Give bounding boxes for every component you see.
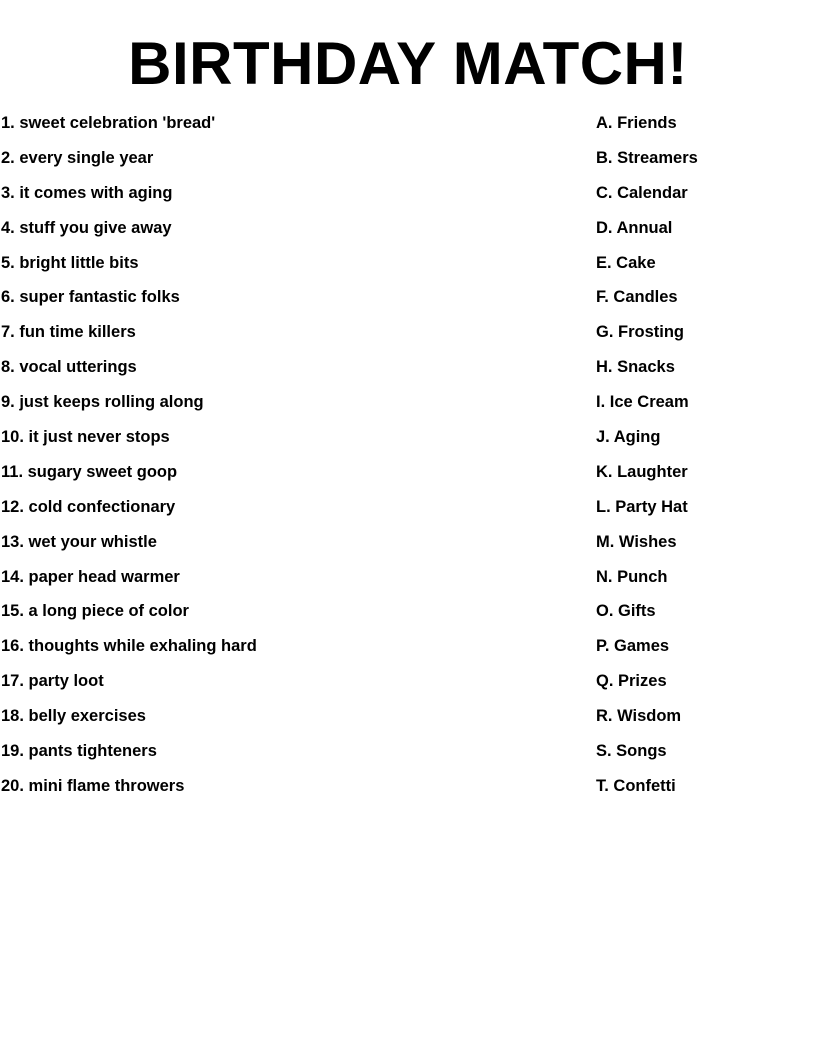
clue-item: 14. paper head warmer [1, 567, 180, 586]
answer-item: I. Ice Cream [596, 393, 689, 412]
clue-item: 5. bright little bits [1, 253, 139, 272]
clue-item: 2. every single year [1, 148, 154, 167]
answer-item: S. Songs [596, 742, 667, 761]
answer-item: K. Laughter [596, 462, 688, 481]
clue-item: 6. super fantastic folks [1, 288, 180, 307]
answer-item: B. Streamers [596, 148, 698, 167]
answer-item: J. Aging [596, 428, 661, 447]
clue-item: 11. sugary sweet goop [1, 462, 178, 481]
answer-item: L. Party Hat [596, 497, 688, 516]
clue-item: 15. a long piece of color [1, 602, 189, 621]
clue-item: 4. stuff you give away [1, 218, 172, 237]
answer-item: H. Snacks [596, 358, 675, 377]
answer-item: O. Gifts [596, 602, 656, 621]
answer-item: E. Cake [596, 253, 656, 272]
clue-item: 19. pants tighteners [1, 742, 157, 761]
clue-item: 9. just keeps rolling along [1, 393, 204, 412]
answer-item: G. Frosting [596, 323, 684, 342]
answer-item: R. Wisdom [596, 707, 682, 726]
answer-item: T. Confetti [596, 776, 676, 795]
page-title: BIRTHDAY MATCH! [128, 30, 688, 97]
clue-item: 1. sweet celebration 'bread' [1, 114, 216, 132]
answer-item: A. Friends [596, 114, 677, 132]
answer-item: D. Annual [596, 218, 673, 237]
answer-item: M. Wishes [596, 532, 677, 551]
clue-item: 7. fun time killers [1, 323, 136, 342]
clue-item: 13. wet your whistle [1, 532, 157, 551]
clue-item: 18. belly exercises [1, 707, 146, 726]
clue-item: 17. party loot [1, 672, 104, 691]
clue-item: 12. cold confectionary [1, 497, 176, 516]
clue-list [1, 111, 561, 809]
clue-item: 8. vocal utterings [1, 358, 137, 377]
answer-item: N. Punch [596, 567, 668, 586]
clue-item: 10. it just never stops [1, 428, 170, 447]
answer-list [596, 111, 811, 809]
answer-item: C. Calendar [596, 183, 688, 202]
answer-item: F. Candles [596, 288, 678, 307]
clue-item: 16. thoughts while exhaling hard [1, 637, 257, 656]
clue-item: 3. it comes with aging [1, 183, 173, 202]
answer-item: Q. Prizes [596, 672, 667, 691]
clue-item: 20. mini flame throwers [1, 776, 185, 795]
answer-item: P. Games [596, 637, 670, 656]
